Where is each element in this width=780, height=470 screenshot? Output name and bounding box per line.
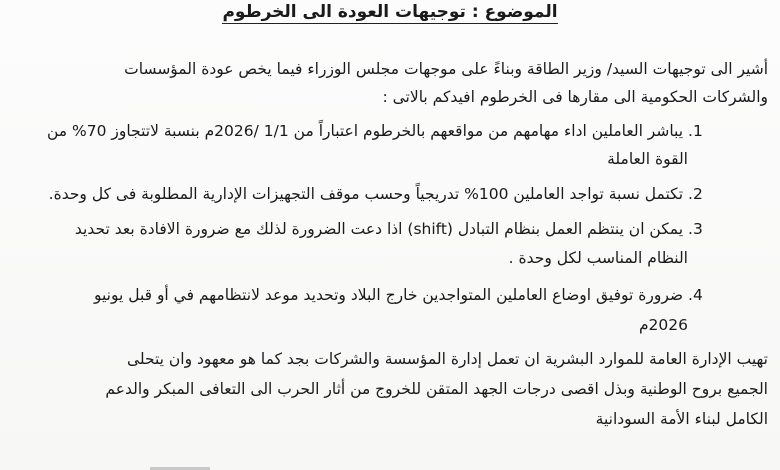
- list-item: [75, 220, 712, 238]
- closing-line-3: الكامل لبناء الأمة السودانية: [595, 410, 768, 428]
- item-continuation: القوة العاملة: [607, 150, 688, 168]
- closing-line-2: الجميع بروح الوطنية وبذل اقصى درجات الجهد المتقن للخروج من أثار الحرب الى التعافى المبكر والدعم: [105, 380, 768, 398]
- item-text: ضرورة توفيق اوضاع العاملين المتواجدين خارج البلاد وتحديد موعد لانتظامهم في أو قبل يونيو: [93, 286, 684, 304]
- item-number: 1.: [688, 122, 703, 140]
- subject-text: الموضوع : توجيهات العودة الى الخرطوم: [222, 2, 558, 22]
- item-continuation: 2026م: [638, 316, 688, 334]
- item-number: 2.: [688, 185, 703, 203]
- intro-line-2: والشركات الحكومية الى مقارها فى الخرطوم افيدكم بالاتى :: [382, 88, 768, 106]
- item-text: يباشر العاملين اداء مهامهم من مواقعهم بالخرطوم اعتباراً من 1/1 /2026م بنسبة لاتتجاوز 70% من: [46, 122, 684, 140]
- item-text: يمكن ان ينتظم العمل بنظام التبادل (shift) اذا دعت الضرورة لذلك مع ضرورة الافادة بعد تحديد: [74, 220, 684, 238]
- document-subject: [0, 2, 780, 22]
- list-item: [47, 122, 712, 140]
- item-number: 3.: [688, 220, 703, 238]
- item-continuation: النظام المناسب لكل وحدة .: [508, 249, 688, 267]
- closing-line-1: تهيب الإدارة العامة للموارد البشرية ان تعمل إدارة المؤسسة والشركات بجد كما هو معهود وان يتحلى: [126, 350, 768, 368]
- list-item: [94, 286, 712, 304]
- intro-line-1: أشير الى توجيهات السيد/ وزير الطاقة وبناءً على موجهات مجلس الوزراء فيما يخص عودة المؤسسات: [124, 60, 768, 78]
- item-text: تكتمل نسبة تواجد العاملين 100% تدريجياً وحسب موقف التجهيزات الإدارية المطلوبة فى كل وحدة.: [48, 185, 684, 203]
- item-number: 4.: [688, 286, 703, 304]
- list-item: [49, 185, 712, 203]
